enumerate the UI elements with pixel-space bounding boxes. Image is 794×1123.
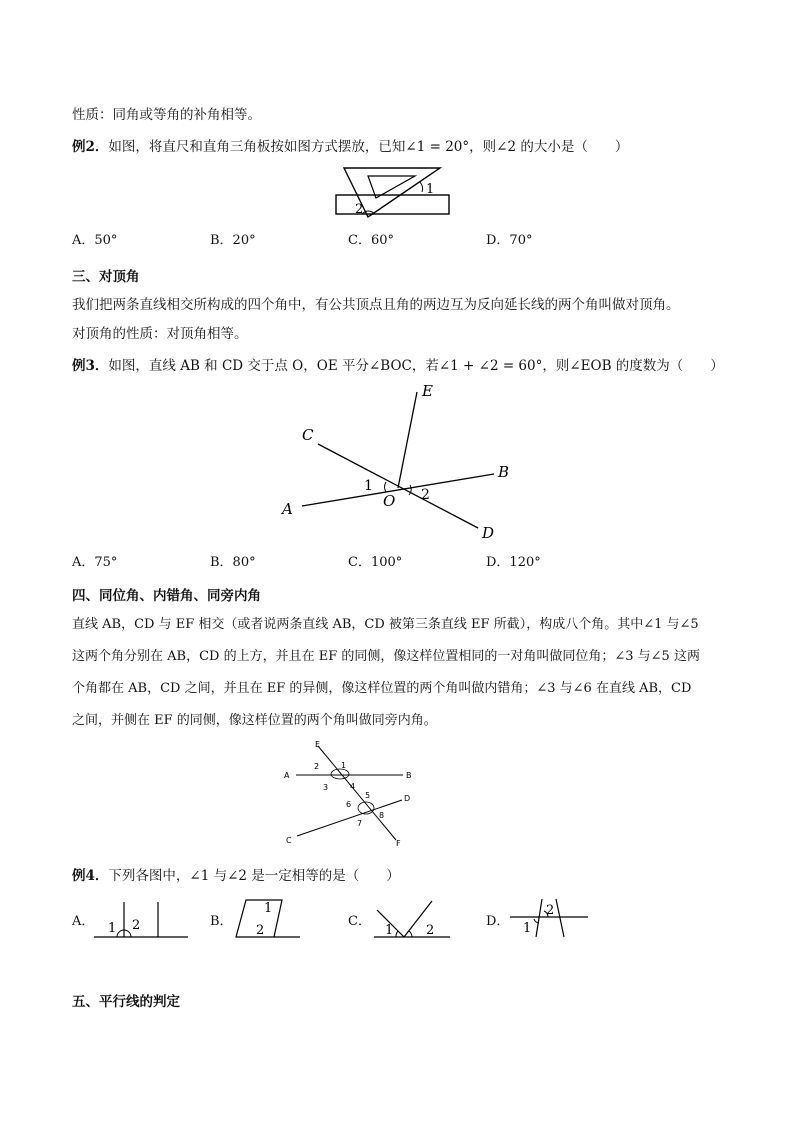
label-a: A — [282, 500, 293, 518]
ruler — [336, 195, 449, 214]
ex3-option-a: A．75° — [72, 555, 118, 570]
ray-oe — [398, 392, 417, 488]
ruler-triangle-figure — [330, 162, 455, 222]
transversal-figure — [280, 736, 420, 848]
ex2-option-a: A．50° — [72, 233, 118, 248]
svg-text:2: 2 — [546, 903, 555, 918]
label-b: B — [498, 463, 510, 481]
section-4-title: 四、同位角、内错角、同旁内角 — [72, 588, 261, 604]
example-2-question: 如图，将直尺和直角三角板按如图方式摆放，已知∠1 = 20°，则∠2 的大小是（ ） — [108, 139, 629, 155]
ex3-option-d: D．120° — [486, 555, 541, 570]
label-d: D — [404, 794, 411, 803]
section-3-property: 对顶角的性质：对顶角相等。 — [72, 326, 248, 342]
example-2 — [72, 135, 628, 155]
section-4-line-3: 个角都在 AB，CD 之间，并且在 EF 的异侧，像这样位置的两个角叫做内错角；∠3 与∠6 在直线 AB，CD — [72, 681, 692, 696]
example-3 — [72, 354, 724, 374]
label-e: E — [422, 382, 433, 400]
label-3: 3 — [323, 783, 329, 792]
label-e: E — [315, 740, 321, 749]
angle-2-label: 2 — [355, 202, 364, 217]
label-7: 7 — [357, 819, 363, 828]
label-b: B — [406, 771, 412, 780]
example-2-label: 例2． — [72, 139, 109, 155]
svg-text:2: 2 — [426, 923, 435, 938]
ex4-figure-d — [508, 895, 590, 943]
angle-marks-top — [331, 769, 349, 779]
label-c: C — [302, 426, 314, 444]
ex4-option-b-letter: B． — [210, 914, 233, 929]
line-ab — [302, 474, 494, 506]
section-4-line-4: 之间，并侧在 EF 的同侧，像这样位置的两个角叫做同旁内角。 — [72, 713, 437, 728]
intersecting-lines-figure — [280, 378, 520, 543]
example-4 — [72, 864, 400, 884]
ex4-figure-a — [92, 896, 192, 942]
label-2: 2 — [421, 487, 430, 503]
example-4-question: 下列各图中，∠1 与∠2 是一定相等的是（ ） — [108, 868, 400, 884]
section-3-title: 三、对顶角 — [72, 269, 140, 285]
label-5: 5 — [365, 791, 371, 800]
angle-1-arc — [385, 482, 387, 492]
property-text: 性质：同角或等角的补角相等。 — [72, 107, 261, 123]
label-a: A — [284, 771, 290, 780]
ex4-figure-b — [230, 894, 305, 942]
ex4-figure-c — [372, 898, 454, 942]
ex2-option-c: C．60° — [348, 233, 394, 248]
label-f: F — [396, 839, 401, 848]
label-1: 1 — [364, 478, 373, 494]
section-4-line-1: 直线 AB，CD 与 EF 相交（或者说两条直线 AB，CD 被第三条直线 EF 所截），构成八个角。其中∠1 与∠5 — [72, 617, 699, 632]
svg-text:1: 1 — [264, 901, 273, 916]
ex3-option-c: C．100° — [348, 555, 403, 570]
angle-1-arc — [420, 182, 423, 192]
svg-text:2: 2 — [256, 923, 265, 938]
ex4-option-a-letter: A． — [72, 914, 95, 929]
example-4-label: 例4． — [72, 868, 109, 884]
svg-text:1: 1 — [385, 923, 394, 938]
label-d: D — [482, 524, 495, 542]
ex3-option-b: B．80° — [210, 555, 256, 570]
svg-text:1: 1 — [108, 921, 117, 936]
ex4-option-c-letter: C． — [348, 914, 371, 929]
label-c: C — [286, 836, 292, 845]
angle-1-label: 1 — [426, 182, 435, 197]
label-o: O — [383, 492, 396, 510]
label-8: 8 — [379, 811, 385, 820]
label-2: 2 — [314, 762, 320, 771]
section-3-definition: 我们把两条直线相交所构成的四个角中，有公共顶点且角的两边互为反向延长线的两个角叫做对顶角。 — [72, 297, 680, 313]
svg-text:1: 1 — [523, 921, 532, 936]
label-1: 1 — [341, 761, 347, 770]
section-5-title: 五、平行线的判定 — [72, 994, 180, 1010]
ex2-option-d: D．70° — [486, 233, 533, 248]
ex2-option-b: B．20° — [210, 233, 256, 248]
label-6: 6 — [346, 800, 352, 809]
label-4: 4 — [350, 782, 356, 791]
ex4-option-d-letter: D． — [486, 914, 510, 929]
example-3-question: 如图，直线 AB 和 CD 交于点 O，OE 平分∠BOC，若∠1 + ∠2 = 60°，则∠EOB 的度数为（ ） — [108, 358, 724, 374]
svg-text:2: 2 — [132, 918, 141, 933]
section-4-line-2: 这两个角分别在 AB，CD 的上方，并且在 EF 的同侧，像这样位置相同的一对角叫做同位角；∠3 与∠5 这两 — [72, 649, 700, 664]
example-3-label: 例3． — [72, 358, 109, 374]
